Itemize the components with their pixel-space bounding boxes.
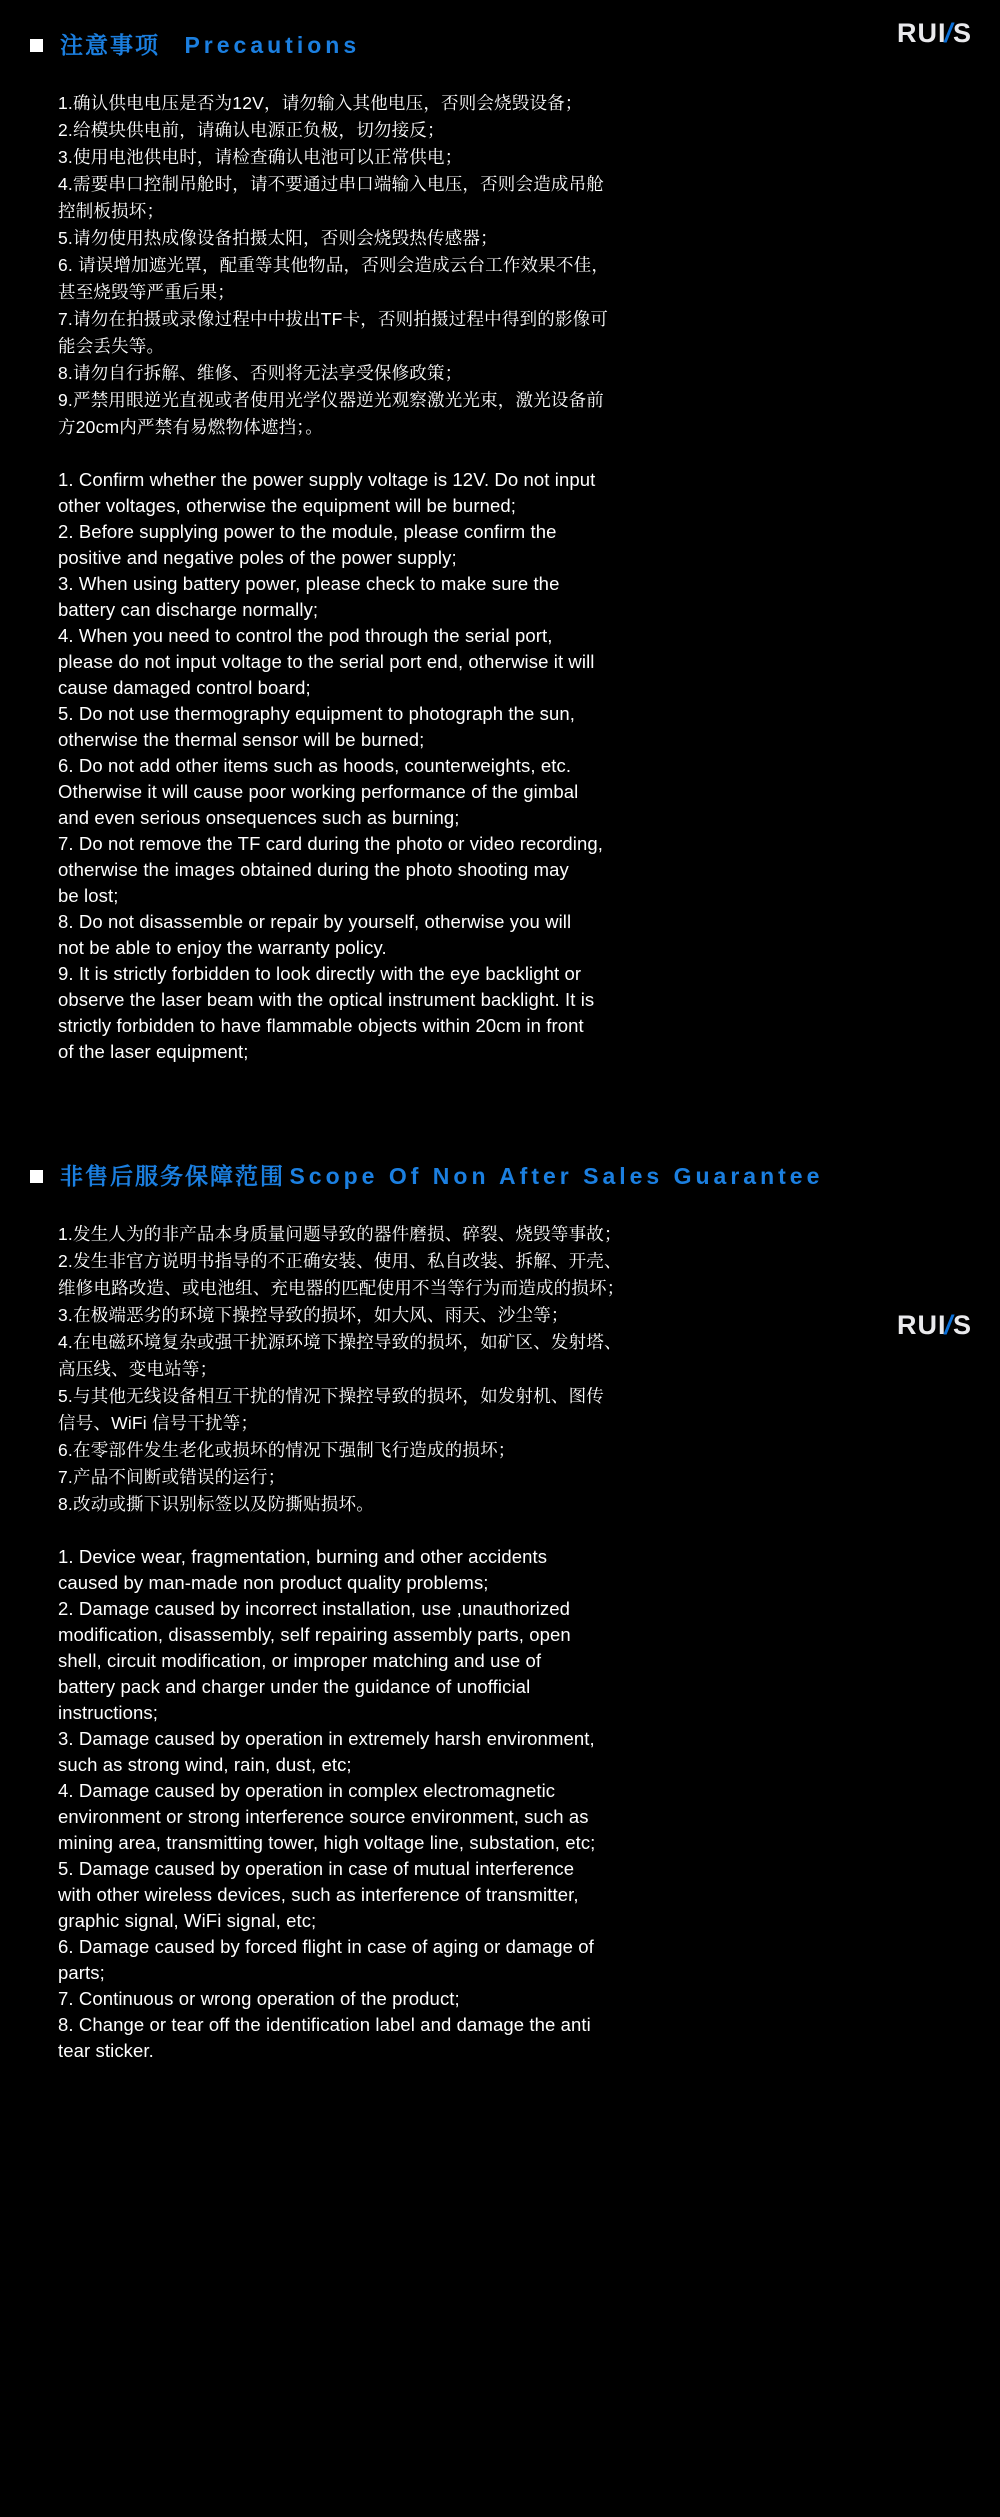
en-line: 8. Change or tear off the identification label and damage the anti: [58, 2014, 591, 2035]
cn-paragraph-list: [58, 90, 954, 441]
cn-line: 5.与其他无线设备相互干扰的情况下操控导致的损坏，如发射机、图传: [58, 1386, 604, 1406]
en-line: other voltages, otherwise the equipment will be burned;: [58, 495, 516, 516]
square-bullet-icon: [30, 1170, 43, 1183]
cn-line: 2.发生非官方说明书指导的不正确安装、使用、私自改装、拆解、开壳、: [58, 1251, 622, 1271]
brand-text-part1: RUI: [896, 1310, 947, 1340]
en-line: strictly forbidden to have flammable objects within 20cm in front: [58, 1015, 584, 1036]
en-line: and even serious onsequences such as burning;: [58, 807, 460, 828]
en-line: observe the laser beam with the optical instrument backlight. It is: [58, 989, 595, 1010]
cn-line: 高压线、变电站等；: [58, 1359, 218, 1379]
en-line: caused by man-made non product quality problems;: [58, 1572, 489, 1593]
brand-text-part1: RUI: [896, 18, 947, 48]
cn-line: 能会丢失等。: [58, 336, 165, 356]
en-line: battery can discharge normally;: [58, 599, 319, 620]
en-line: 1. Confirm whether the power supply voltage is 12V. Do not input: [58, 469, 596, 490]
cn-line: 1.确认供电电压是否为12V，请勿输入其他电压，否则会烧毁设备；: [58, 93, 583, 113]
cn-line: 8.改动或撕下识别标签以及防撕贴损坏。: [58, 1494, 374, 1514]
en-line: 1. Device wear, fragmentation, burning and other accidents: [58, 1546, 548, 1567]
cn-line: 7.请勿在拍摄或录像过程中中拔出TF卡，否则拍摄过程中得到的影像可: [58, 309, 609, 329]
en-line: 4. When you need to control the pod through the serial port,: [58, 625, 553, 646]
brand-slash-icon: /: [942, 1310, 958, 1340]
cn-line: 6.在零部件发生老化或损坏的情况下强制飞行造成的损坏；: [58, 1440, 516, 1460]
en-line: otherwise the images obtained during the photo shooting may: [58, 859, 569, 880]
en-line: 8. Do not disassemble or repair by yourself, otherwise you will: [58, 911, 572, 932]
en-line: 6. Do not add other items such as hoods, counterweights, etc.: [58, 755, 572, 776]
section-title-en: Precautions: [184, 32, 361, 58]
en-line: 3. Damage caused by operation in extremely harsh environment,: [58, 1728, 595, 1749]
brand-text-part2: S: [952, 18, 972, 48]
en-line: shell, circuit modification, or improper matching and use of: [58, 1650, 542, 1671]
section-heading-precautions: [0, 30, 1000, 60]
en-line: modification, disassembly, self repairing assembly parts, open: [58, 1624, 571, 1645]
en-line: 2. Damage caused by incorrect installation, use ,unauthorized: [58, 1598, 571, 1619]
cn-line: 6. 请误增加遮光罩，配重等其他物品，否则会造成云台工作效果不佳，: [58, 255, 610, 275]
en-line: 7. Continuous or wrong operation of the product;: [58, 1988, 460, 2009]
en-line: parts;: [58, 1962, 105, 1983]
en-paragraph-list: [58, 1544, 954, 2064]
square-bullet-icon: [30, 39, 43, 52]
section-body-precautions: [0, 90, 1000, 1065]
cn-line: 信号、WiFi 信号干扰等；: [58, 1413, 259, 1433]
en-line: graphic signal, WiFi signal, etc;: [58, 1910, 317, 1931]
en-line: 4. Damage caused by operation in complex electromagnetic: [58, 1780, 556, 1801]
cn-line: 4.在电磁环境复杂或强干扰源环境下操控导致的损坏，如矿区、发射塔、: [58, 1332, 622, 1352]
en-line: Otherwise it will cause poor working performance of the gimbal: [58, 781, 579, 802]
en-line: 7. Do not remove the TF card during the photo or video recording,: [58, 833, 604, 854]
section-heading-guarantee: [0, 1161, 1000, 1191]
cn-line: 3.使用电池供电时，请检查确认电池可以正常供电；: [58, 147, 463, 167]
en-line: with other wireless devices, such as interference of transmitter,: [58, 1884, 579, 1905]
en-line: of the laser equipment;: [58, 1041, 249, 1062]
en-line: instructions;: [58, 1702, 159, 1723]
cn-line: 方20cm内严禁有易燃物体遮挡；。: [58, 417, 323, 437]
section-title-cn: 注意事项: [60, 32, 160, 58]
cn-line: 维修电路改造、或电池组、充电器的匹配使用不当等行为而造成的损坏；: [58, 1278, 625, 1298]
en-line: positive and negative poles of the power supply;: [58, 547, 457, 568]
cn-line: 3.在极端恶劣的环境下操控导致的损坏，如大风、雨天、沙尘等；: [58, 1305, 569, 1325]
section-title-en: Scope Of Non After Sales Guarantee: [289, 1163, 824, 1189]
section-title-cn: 非售后服务保障范围: [60, 1163, 285, 1189]
cn-line: 1.发生人为的非产品本身质量问题导致的器件磨损、碎裂、烧毁等事故；: [58, 1224, 622, 1244]
cn-line: 7.产品不间断或错误的运行；: [58, 1467, 286, 1487]
cn-line: 4.需要串口控制吊舱时，请不要通过串口端输入电压，否则会造成吊舱: [58, 174, 604, 194]
en-line: cause damaged control board;: [58, 677, 311, 698]
section-non-after-sales-guarantee: [0, 1161, 1000, 2064]
cn-line: 9.严禁用眼逆光直视或者使用光学仪器逆光观察激光光束，激光设备前: [58, 390, 604, 410]
en-line: be lost;: [58, 885, 119, 906]
en-line: 9. It is strictly forbidden to look directly with the eye backlight or: [58, 963, 582, 984]
en-line: environment or strong interference source environment, such as: [58, 1806, 589, 1827]
en-line: 6. Damage caused by forced flight in case of aging or damage of: [58, 1936, 594, 1957]
cn-line: 甚至烧毁等严重后果；: [58, 282, 235, 302]
cn-line: 控制板损坏；: [58, 201, 165, 221]
cn-line: 8.请勿自行拆解、维修、否则将无法享受保修政策；: [58, 363, 463, 383]
en-line: battery pack and charger under the guidance of unofficial: [58, 1676, 531, 1697]
section-body-guarantee: [0, 1221, 1000, 2064]
cn-line: 5.请勿使用热成像设备拍摄太阳，否则会烧毁热传感器；: [58, 228, 498, 248]
en-line: mining area, transmitting tower, high voltage line, substation, etc;: [58, 1832, 596, 1853]
section-precautions: [0, 0, 1000, 1065]
en-line: please do not input voltage to the serial port end, otherwise it will: [58, 651, 595, 672]
en-line: 3. When using battery power, please check to make sure the: [58, 573, 560, 594]
en-line: such as strong wind, rain, dust, etc;: [58, 1754, 352, 1775]
en-line: otherwise the thermal sensor will be burned;: [58, 729, 425, 750]
en-line: 5. Do not use thermography equipment to photograph the sun,: [58, 703, 576, 724]
cn-paragraph-list: [58, 1221, 954, 1518]
en-paragraph-list: [58, 467, 954, 1065]
brand-slash-icon: /: [942, 18, 958, 48]
en-line: tear sticker.: [58, 2040, 154, 2061]
en-line: 5. Damage caused by operation in case of mutual interference: [58, 1858, 575, 1879]
en-line: not be able to enjoy the warranty policy.: [58, 937, 387, 958]
brand-text-part2: S: [952, 1310, 972, 1340]
en-line: 2. Before supplying power to the module, please confirm the: [58, 521, 557, 542]
cn-line: 2.给模块供电前，请确认电源正负极，切勿接反；: [58, 120, 445, 140]
